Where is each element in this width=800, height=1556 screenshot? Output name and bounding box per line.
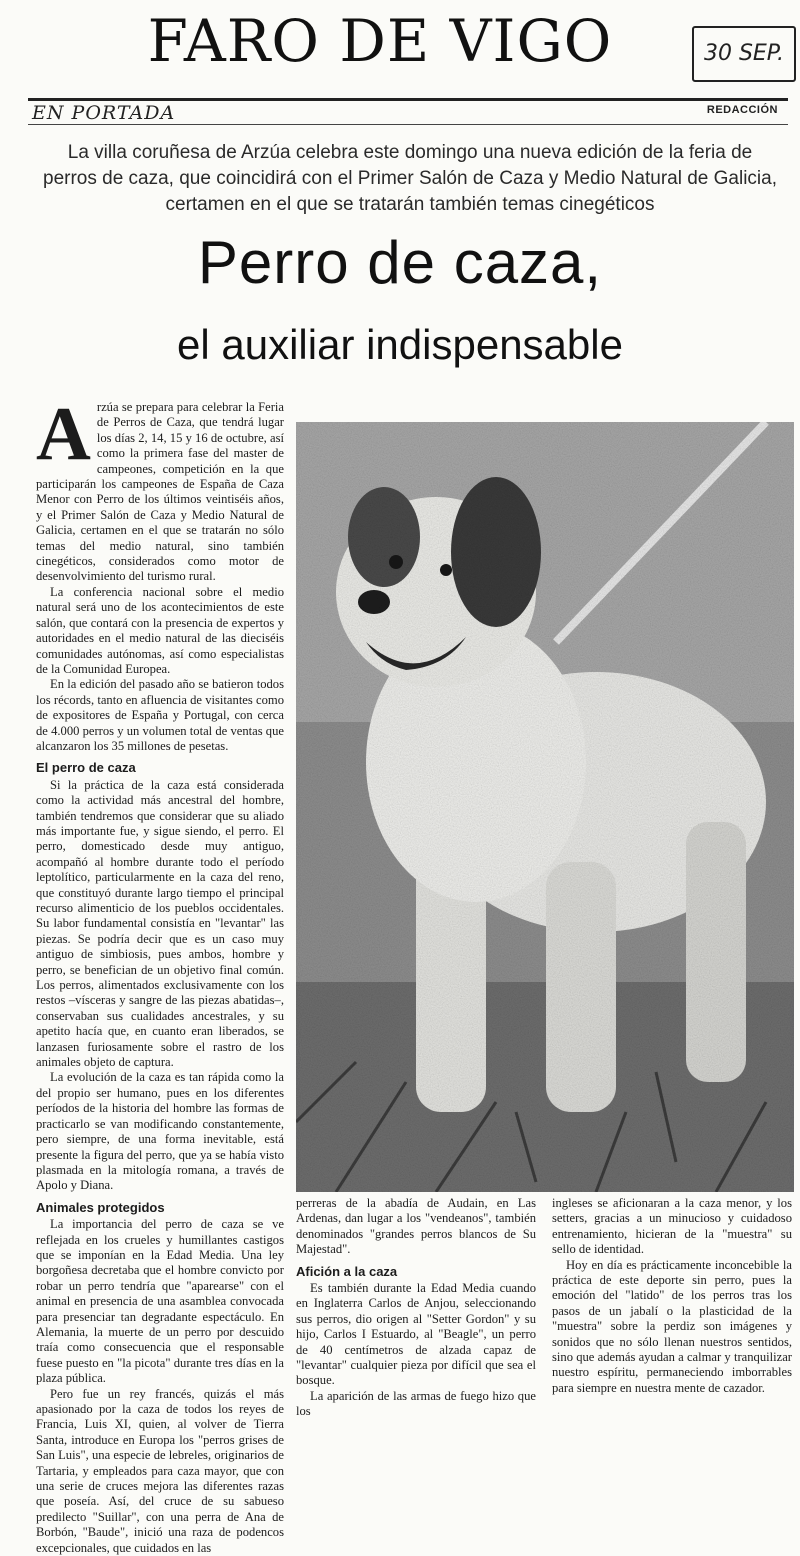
paragraph: Hoy en día es prácticamente inconcebible la práctica de este deporte sin perro, pues la emoción del "latido" de los perros tras los pasos de un jabalí o la plasticidad de la "muestra" sobre la perdiz son imágenes y sonidos que no sólo llenan nuestros sentidos, sino que además ayudan a calmar y tranquilizar nuestro espíritu, permaneciendo imborrables para siempre en nuestra mente de cazador. (552, 1257, 792, 1395)
headline: Perro de caza, (197, 229, 603, 296)
byline: REDACCIÓN (706, 104, 778, 116)
article-column-right (552, 1196, 792, 1396)
paragraph: La evolución de la caza es tan rápida como la del propio ser humano, pues en los diferentes períodos de la historia del hombre las formas de practicarlo se van modificando constantemente, pero siempre, de una forma inevitable, está presente la figura del perro, que ya se había visto plasmada en la mitología romana, a través de Apolo y Diana. (36, 1070, 284, 1193)
newspaper-masthead: FARO DE VIGO (147, 7, 613, 75)
section-label: EN PORTADA (32, 102, 176, 124)
subheadline: el auxiliar indispensable (177, 321, 623, 368)
lead-paragraph: Arzúa se prepara para celebrar la Feria de Perros de Caza, que tendrá lugar los días 2, 14, 15 y 16 de octubre, así como la primera fase del master de campeones, competición en la que participarán los campeones de España de Caza Menor con Perro de los últimos veintiséis años, y el Primer Salón de Caza y Medio Natural de Galicia, certamen en el que se tratarán no sólo temas del medio natural, sino también cinegéticos, considerados como motor de desenvolvimiento del turismo rural. (36, 392, 284, 584)
section-rule (28, 124, 788, 125)
handwritten-date: 30 SEP. (692, 26, 796, 82)
paragraph: Es también durante la Edad Media cuando en Inglaterra Carlos de Anjou, seleccionando sus perros, dio origen al "Setter Gordon" y su hijo, Carlos I Estuardo, al "Beagle", un perro de 40 centímetros de alzada capaz de "levantar" cualquier pieza por difícil que sea el bosque. (296, 1281, 536, 1388)
paragraph: ingleses se aficionaran a la caza menor, y los setters, gracias a un minucioso y cuidadoso entrenamiento, hicieran de la "muestra" su sello de identidad. (552, 1196, 792, 1257)
subheading: Afición a la caza (296, 1263, 398, 1279)
dropcap: A (36, 392, 91, 476)
paragraph: La aparición de las armas de fuego hizo que los (296, 1388, 536, 1419)
paragraph: La importancia del perro de caza se ve reflejada en los crueles y humillantes castigos que se imponían en la Edad Media. Una ley borgoñesa decretaba que el hombre convicto por robar un perro tendría que "aparearse" con el animal en presencia de una asamblea convocada para presenciar tan degradante espectáculo. En Alemania, la muerte de un perro por descuido traía como consecuencia que el responsable fuese puesto en "la picota" durante tres días en la plaza pública. (36, 1217, 284, 1386)
dog-photo (296, 422, 794, 1192)
article-summary: La villa coruñesa de Arzúa celebra este domingo una nueva edición de la feria de perros de caza, que coincidirá con el Primer Salón de Caza y Medio Natural de Galicia, certamen en el que se tratarán también temas cinegéticos (43, 142, 777, 215)
paragraph: perreras de la abadía de Audain, en Las Ardenas, dan lugar a los "vendeanos", también denominados "grandes perros blancos de Su Majestad". (296, 1196, 536, 1257)
subheading: El perro de caza (36, 760, 136, 776)
paragraph: En la edición del pasado año se batieron todos los récords, tanto en afluencia de visitantes como de expositores de España y Portugal, con cerca de 4.000 perros y un volumen total de ventas que alcanzaron los 35 millones de pesetas. (36, 677, 284, 753)
masthead-rule (28, 98, 788, 101)
article-column-middle (296, 1196, 536, 1420)
article-column-left (36, 392, 284, 1556)
paragraph: Si la práctica de la caza está considerada como la actividad más ancestral del hombre, también tendremos que considerar que su aliado más importante fue, y sigue siendo, el perro. El perro, domesticado desde muy antiguo, acompañó al hombre durante todo el período leptolítico, particularmente en la caza del reno, que constituyó durante largo tiempo el principal recurso alimenticio de los pueblos occidentales. Su labor fundamental consistía en "levantar" las piezas. Se podría decir que es un caso muy antiguo de simbiosis, pues ambos, hombre y perro, se benefician de un objetivo final común. Los perros, alimentados exclusivamente con los restos –vísceras y sangre de las piezas abatidas–, conservaban sus cualidades ancestrales, y su apetito hacía que, en cuanto eran liberados, se lanzasen furiosamente sobre el rastro de los animales objeto de captura. (36, 777, 284, 1070)
paragraph: Pero fue un rey francés, quizás el más apasionado por la caza de todos los reyes de Francia, Luis XI, quien, al volver de Tierra Santa, introduce en Europa los "perros grises de San Luis", una especie de lebreles, originarios de Tartaria, y empleados para caza mayor, que con una serie de cruces mejora las diferentes razas que poseía. Así, del cruce de su sabueso predilecto "Suillar", con una perra de Ana de Borbón, "Baude", inició una raza de podencos excepcionales, que cuidados en las (36, 1386, 284, 1555)
subheading: Animales protegidos (36, 1199, 165, 1215)
paragraph: La conferencia nacional sobre el medio natural será uno de los acontecimientos de este salón, que contará con la presencia de expertos y autoridades en el medio natural de las dieciséis comunidades autónomas, así como especialistas de la Comunidad Europea. (36, 584, 284, 676)
